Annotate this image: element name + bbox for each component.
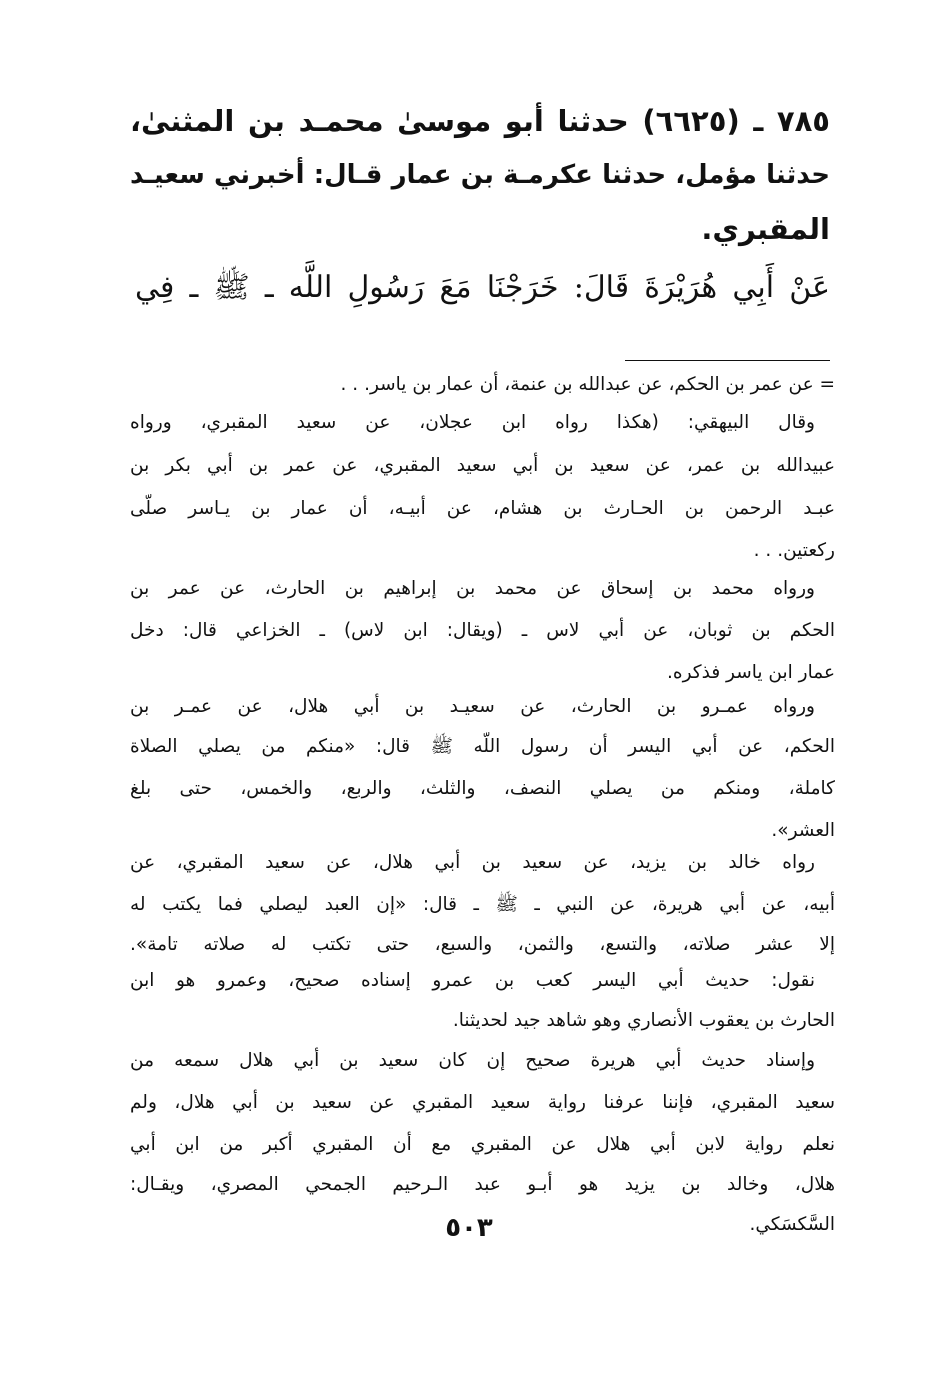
main-line: المقبري.	[701, 212, 830, 246]
footnote-divider	[625, 360, 830, 361]
footnote-line: إلا عشر صلاته، والتسع، والثمن، والسبع، حتى تكتب له صلاته تامة».	[130, 934, 835, 955]
footnote-line: الحكم بن ثوبان، عن أبي لاس ـ (ويقال: ابن لاس) ـ الخزاعي قال: دخل	[130, 620, 835, 641]
footnote-line: الحكم، عن أبي اليسر أن رسول اللّه ﷺ قال: «منكم من يصلي الصلاة	[130, 736, 835, 757]
footnote-line: الحارث بن يعقوب الأنصاري وهو شاهد جيد لحديثنا.	[452, 1010, 835, 1031]
page-number: ٥٠٣	[445, 1213, 493, 1243]
main-line: حدثنا مؤمل، حدثنا عكرمـة بن عمار قـال: أخبرني سعيـد	[130, 160, 830, 190]
footnote-line: عبيدالله بن عمر، عن سعيد بن أبي سعيد المقبري، عن عمر بن أبي بكر بن	[130, 455, 835, 476]
footnote-line: كاملة، ومنكم من يصلي النصف، والثلث، والربع، والخمس، حتى بلغ	[130, 778, 835, 799]
footnote-line: أبيه، عن أبي هريرة، عن النبي ـ ﷺ ـ قال: «إن العبد ليصلي فما يكتب له	[130, 894, 835, 915]
footnote-line: ورواه عمـرو بن الحارث، عن سعيـد بن أبي هلال، عن عمـر بن	[130, 696, 815, 717]
footnote-line: نقول: حديث أبي اليسر كعب بن عمرو إسناده صحيح، وعمرو هو ابن	[130, 970, 815, 991]
scan-mark	[858, 6, 918, 20]
footnote-line: العشر».	[771, 820, 835, 841]
footnote-line: نعلم رواية لابن أبي هلال عن المقبري مع أن المقبري أكبر من ابن أبي	[130, 1134, 835, 1155]
footnote-line: سعيد المقبري، فإننا عرفنا رواية سعيد المقبري عن سعيد بن أبي هلال، ولم	[130, 1092, 835, 1113]
footnote-line: وإسناد حديث أبي هريرة صحيح إن كان سعيد بن أبي هلال سمعه من	[130, 1050, 815, 1071]
footnote-line: عمار ابن ياسر فذكره.	[667, 662, 835, 683]
footnote-line: هلال، وخالد بن يزيد هو أبـو عبد الـرحيم الجمحي المصري، ويقـال:	[130, 1174, 835, 1195]
footnote-line: = عن عمر بن الحكم، عن عبدالله بن عنمة، أن عمار بن ياسر. . .	[340, 374, 835, 395]
main-line: ٧٨٥ ـ (٦٦٢٥) حدثنا أبو موسىٰ محمـد بن المثنىٰ،	[130, 104, 831, 138]
footnote-line: وقال البيهقي: (هكذا رواه ابن عجلان، عن سعيد المقبري، ورواه	[130, 412, 815, 433]
footnote-line: ركعتين. . .	[753, 540, 835, 561]
footnote-line: السَّكسَكي.	[749, 1214, 835, 1235]
footnote-line: عبـد الرحمن بن الحـارث بن هشام، عن أبيـه، أن عمار بن يـاسر صلّى	[130, 498, 835, 519]
hadith-text-line: عَنْ أَبِي هُرَيْرَةَ قَالَ: خَرَجْنَا مَعَ رَسُولِ اللَّه ـ ﷺ ـ فِي	[135, 270, 830, 305]
footnote-line: ورواه محمد بن إسحاق عن محمد بن إبراهيم بن الحارث، عن عمر بن	[130, 578, 815, 599]
footnote-line: رواه خالد بن يزيد، عن سعيد بن أبي هلال، عن سعيد المقبري، عن	[130, 852, 815, 873]
